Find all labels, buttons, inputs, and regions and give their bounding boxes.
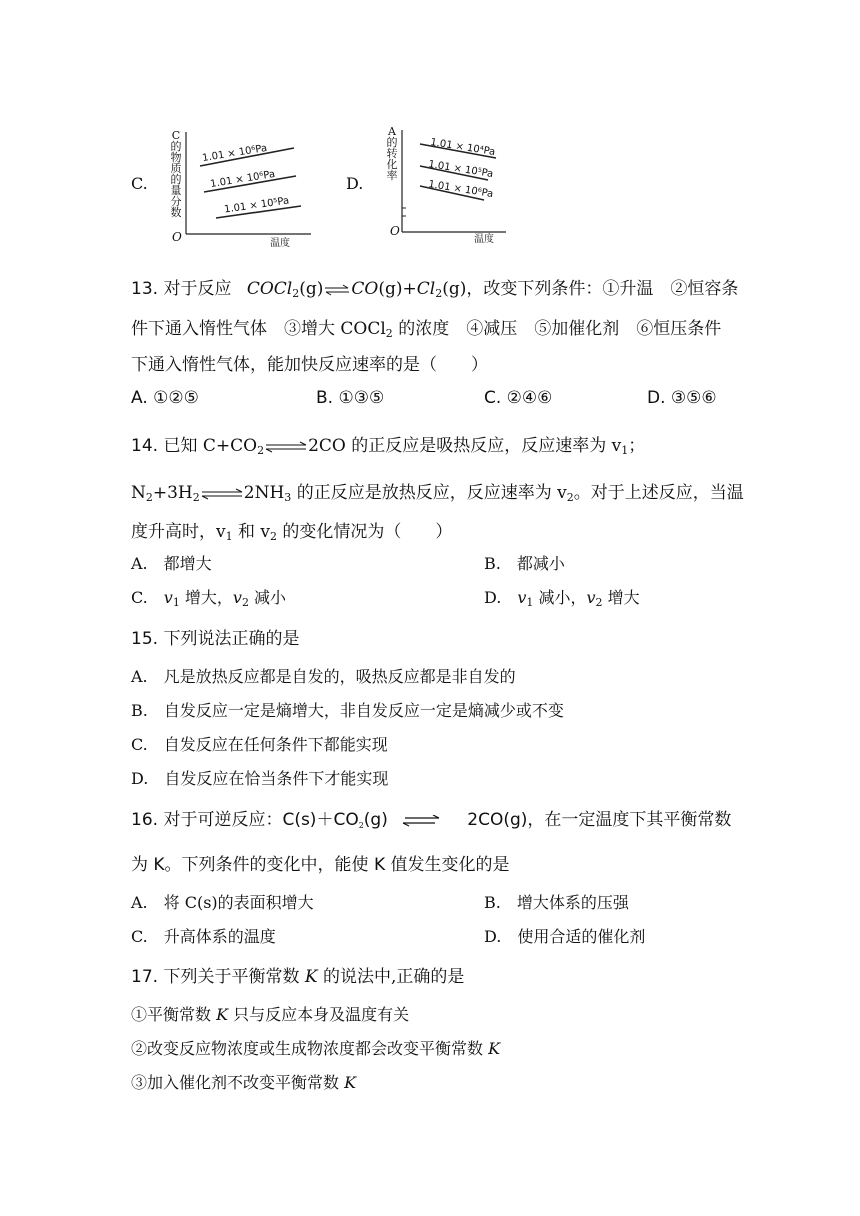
graph-c-xlabel: 温度 [270, 238, 290, 249]
q14-line-1c: ； [628, 436, 646, 456]
q17-item-2 [131, 1036, 500, 1059]
q13-option-d: D. ③⑤⑥ [647, 388, 717, 408]
q14-option-d-end: 增大 [602, 588, 640, 607]
q14-option-c-v1: v [163, 588, 173, 607]
q13-post: ，改变下列条件：①升温 ②恒容条 [466, 279, 739, 299]
q14-line-1-vsub: 1 [621, 444, 629, 457]
graph-d-line-2-label: 1.01 × 10⁵Pa [427, 158, 494, 181]
q14-option-c-mid: 增大， [179, 588, 233, 607]
q13-state-1: (g) [299, 279, 324, 299]
q14-option-d-prefix: D. [484, 588, 518, 607]
q14-line-2b: +3H [152, 483, 193, 503]
q13-option-a: A. ①②⑤ [131, 388, 199, 408]
q13-option-b: B. ①③⑤ [316, 388, 385, 408]
q16-option-d: D. 使用合适的催化剂 [484, 927, 646, 946]
q14-option-d-v1: v [517, 588, 527, 607]
q14-option-c-end: 减小 [248, 588, 287, 607]
q14-option-d-v2: v [586, 588, 596, 607]
q14-line-1b: 2CO 的正反应是吸热反应，反应速率为 v [308, 436, 622, 456]
q15-option-b: B. 自发反应一定是熵增大，非自发反应一定是熵减少或不变 [131, 701, 564, 720]
q14-option-c [131, 585, 286, 609]
q14-number: 14. [131, 436, 159, 456]
q14-option-b: B. 都减小 [484, 554, 565, 573]
graph-d-line-3-label: 1.01 × 10⁶Pa [427, 178, 494, 201]
q13-product-2-sub: 2 [435, 287, 443, 300]
q13-number: 13. [131, 279, 159, 299]
q17-item-2-a: ②改变反应物浓度或生成物浓度都会改变平衡常数 [131, 1039, 489, 1058]
q17-stem-b: 的说法中,正确的是 [317, 967, 465, 987]
q17-item-1-b: 只与反应本身及温度有关 [228, 1005, 410, 1024]
q14-line-2 [131, 478, 744, 504]
q17-stem-a: 下列关于平衡常数 [163, 967, 305, 987]
q14-line-1a: 已知 C+CO [163, 436, 258, 456]
q13-line-2a: 件下通入惰性气体 ③增大 COCl [131, 319, 386, 339]
graph-d-line-1-label: 1.01 × 10⁴Pa [429, 136, 496, 159]
q16-line-1 [131, 805, 731, 830]
q14-line-3c: 的变化情况为（ ） [277, 522, 453, 542]
q16-line-1-sub: 2 [358, 821, 364, 830]
q14-line-3-sub2: 2 [270, 530, 278, 543]
q17-item-2-k: K [488, 1039, 501, 1058]
q17-item-1-k: K [216, 1005, 229, 1024]
q14-option-d-s1: 1 [526, 596, 534, 609]
equilibrium-arrow-icon [200, 488, 244, 500]
q17-item-3 [131, 1070, 356, 1093]
q17-stem-k: K [304, 967, 318, 987]
q14-line-1 [131, 431, 645, 457]
q14-line-3b: 和 v [232, 522, 271, 542]
graph-c [166, 126, 316, 248]
q15-option-d: D. 自发反应在恰当条件下才能实现 [131, 769, 389, 788]
graph-d-origin: O [390, 224, 400, 238]
q16-number: 16. [131, 810, 159, 830]
graph-d-ylabel: A的转化率 [386, 125, 398, 182]
q17-item-3-k: K [344, 1073, 357, 1092]
q13-reactant: COCl [246, 279, 293, 299]
q14-line-2a: N [131, 483, 146, 503]
q14-option-a: A. 都增大 [131, 554, 212, 573]
q17-item-3-a: ③加入催化剂不改变平衡常数 [131, 1073, 345, 1092]
q14-line-2-vsub: 2 [566, 491, 574, 504]
q14-option-c-s2: 2 [241, 596, 249, 609]
q15-option-c: C. 自发反应在任何条件下都能实现 [131, 735, 388, 754]
q16-line-1b: (g) [363, 810, 388, 830]
q16-option-a: A. 将 C(s)的表面积增大 [131, 893, 314, 912]
graph-c-line-3-label: 1.01 × 10⁵Pa [223, 195, 290, 216]
q13-state-2: (g) [378, 279, 403, 299]
graph-c-origin: O [172, 230, 182, 244]
graph-c-line-1-label: 1.01 × 10⁶Pa [201, 142, 268, 165]
graph-c-ylabel: C的物质的量分数 [170, 129, 182, 219]
equilibrium-arrow-icon [401, 815, 441, 827]
option-c-letter: C. [131, 174, 148, 193]
q13-product-2: Cl [416, 279, 436, 299]
graph-d [384, 124, 509, 246]
q17-number: 17. [131, 967, 159, 987]
q14-line-2c: 2NH [243, 483, 285, 503]
q17-stem [131, 962, 464, 987]
graph-c-line-2-label: 1.01 × 10⁶Pa [209, 168, 276, 191]
q13-state-3: (g) [442, 279, 467, 299]
graph-c-axes [166, 126, 316, 248]
q14-option-c-v2: v [232, 588, 242, 607]
q14-option-d-mid: 减小， [533, 588, 587, 607]
q17-item-1-a: ①平衡常数 [131, 1005, 217, 1024]
q16-option-c: C. 升高体系的温度 [131, 927, 276, 946]
q13-plus: + [402, 279, 417, 299]
q13-line-2b: 的浓度 ④减压 ⑤加催化剂 ⑥恒压条件 [392, 319, 722, 339]
q13-pre: 对于反应 [163, 279, 232, 299]
q17-item-1 [131, 1002, 409, 1025]
equilibrium-arrow-icon [323, 284, 351, 296]
q13-line-1 [131, 274, 738, 300]
q14-option-d-s2: 2 [595, 596, 603, 609]
q14-line-3-sub1: 1 [225, 530, 233, 543]
q13-reactant-sub: 2 [292, 287, 300, 300]
q14-option-c-s1: 1 [172, 596, 180, 609]
q15-stem [131, 624, 299, 649]
option-d-letter: D. [346, 174, 364, 193]
q15-stem-text: 下列说法正确的是 [163, 629, 300, 649]
graph-d-xlabel: 温度 [474, 234, 494, 245]
q16-line-2: 为 K。下列条件的变化中，能使 K 值发生变化的是 [131, 855, 510, 875]
q16-line-1a: 对于可逆反应：C(s)＋CO [163, 810, 359, 830]
q15-number: 15. [131, 629, 159, 649]
q14-line-2-sub2: 2 [192, 491, 200, 504]
q13-product-1: CO [351, 279, 379, 299]
q14-option-c-prefix: C. [131, 588, 164, 607]
q14-line-2-sub1: 2 [145, 491, 153, 504]
q13-option-c: C. ②④⑥ [484, 388, 553, 408]
q14-line-2d: 的正反应是放热反应，反应速率为 v [291, 483, 567, 503]
q14-line-3a: 度升高时，v [131, 522, 226, 542]
q13-line-3: 下通入惰性气体，能加快反应速率的是（ ） [131, 355, 488, 375]
q14-line-1-sub: 2 [257, 444, 265, 457]
q16-line-1c: 2CO(g)，在一定温度下其平衡常数 [467, 810, 732, 830]
q14-line-2-sub3: 3 [284, 491, 292, 504]
q15-option-a: A. 凡是放热反应都是自发的，吸热反应都是非自发的 [131, 667, 516, 686]
equilibrium-arrow-icon [264, 441, 308, 453]
q14-option-d [484, 585, 640, 609]
q14-line-3 [131, 517, 452, 543]
q13-line-2-sub: 2 [385, 327, 393, 340]
q13-line-2 [131, 314, 721, 340]
q16-option-b: B. 增大体系的压强 [484, 893, 629, 912]
q14-line-2e: 。对于上述反应，当温 [573, 483, 744, 503]
